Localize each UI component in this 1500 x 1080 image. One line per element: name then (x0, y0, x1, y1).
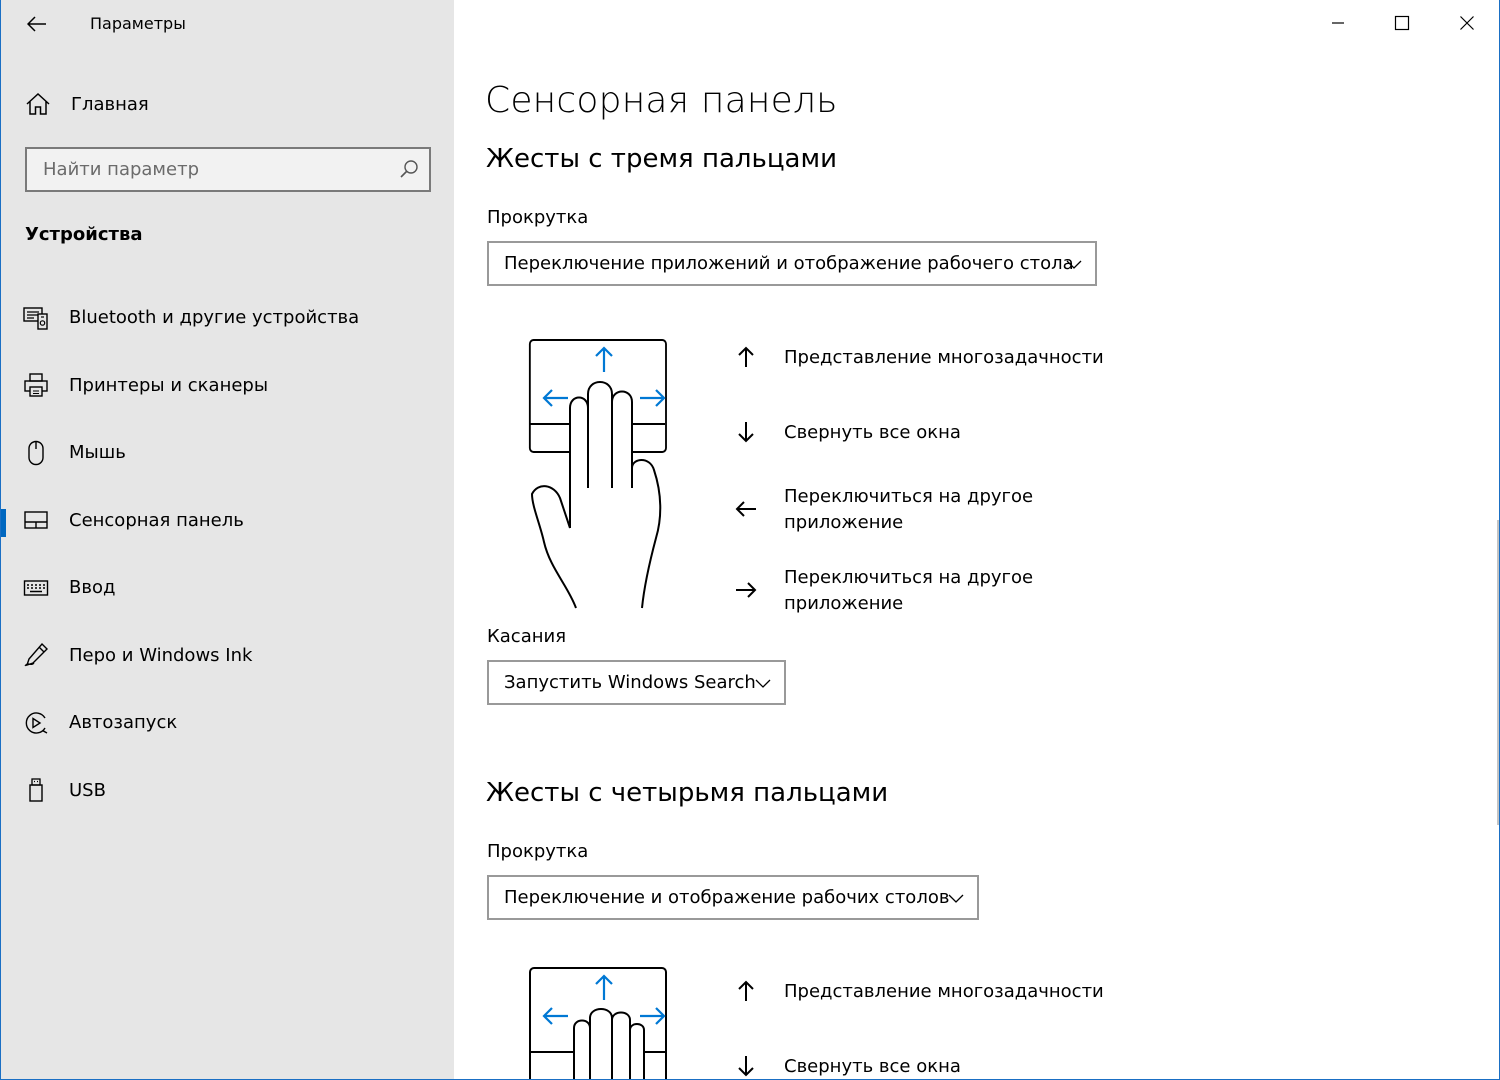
dropdown-value: Переключение и отображение рабочих столов (504, 887, 950, 908)
back-button[interactable] (21, 10, 53, 38)
sidebar-item-printers[interactable] (1, 352, 454, 420)
sidebar-item-label: Сенсорная панель (69, 509, 244, 531)
autoplay-icon (23, 710, 49, 736)
keyboard-icon (23, 575, 49, 601)
sidebar-item-touchpad[interactable] (1, 487, 454, 555)
arrow-right-icon (734, 578, 758, 602)
sidebar-item-label: USB (69, 779, 106, 801)
mouse-icon (23, 440, 49, 466)
touchpad-icon (23, 507, 49, 533)
arrow-down-icon (734, 1054, 758, 1078)
three-finger-heading: Жесты с тремя пальцами (486, 144, 837, 174)
app-title: Параметры (90, 14, 186, 33)
bluetooth-devices-icon (23, 305, 49, 331)
pen-icon (23, 642, 49, 668)
printer-icon (23, 372, 49, 398)
four-finger-scroll-label: Прокрутка (487, 841, 589, 862)
four-finger-scroll-dropdown[interactable] (487, 875, 979, 920)
search-placeholder: Найти параметр (43, 159, 199, 180)
sidebar-item-usb[interactable] (1, 757, 454, 825)
sidebar-item-label: Автозапуск (69, 712, 178, 734)
sidebar-item-home[interactable] (25, 88, 149, 120)
sidebar-nav (1, 284, 454, 824)
arrow-left-icon (734, 497, 758, 521)
arrow-up-icon (734, 345, 758, 369)
sidebar-item-label: Ввод (69, 577, 116, 599)
gesture-description: Представление многозадачности (784, 347, 1104, 368)
sidebar-item-autoplay[interactable] (1, 689, 454, 757)
sidebar-item-label: Главная (71, 93, 149, 115)
arrow-down-icon (734, 420, 758, 444)
main-content (454, 0, 1500, 1080)
sidebar-item-pen[interactable] (1, 622, 454, 690)
gesture-description: Свернуть все окна (784, 1056, 961, 1077)
dropdown-value: Переключение приложений и отображение рабочего стола (504, 253, 1074, 274)
three-finger-tap-label: Касания (487, 626, 567, 647)
home-icon (25, 92, 51, 116)
arrow-up-icon (734, 979, 758, 1003)
search-input[interactable] (25, 147, 431, 192)
page-title: Сенсорная панель (485, 80, 838, 121)
sidebar-item-label: Принтеры и сканеры (69, 374, 269, 396)
chevron-down-icon (1065, 255, 1083, 273)
sidebar-item-mouse[interactable] (1, 419, 454, 487)
four-finger-heading: Жесты с четырьмя пальцами (486, 778, 889, 808)
sidebar-item-label: Перо и Windows Ink (69, 644, 253, 666)
dropdown-value: Запустить Windows Search (504, 672, 756, 693)
usb-icon (23, 777, 49, 803)
three-finger-scroll-label: Прокрутка (487, 207, 589, 228)
sidebar-item-label: Bluetooth и другие устройства (69, 307, 360, 329)
gesture-description: Переключиться на другое приложение (784, 486, 1034, 533)
three-finger-scroll-dropdown[interactable] (487, 241, 1097, 286)
search-icon (399, 159, 419, 179)
four-finger-gesture-illustration (528, 966, 668, 1080)
gesture-description: Переключиться на другое приложение (784, 567, 1034, 614)
sidebar-item-bluetooth[interactable] (1, 284, 454, 352)
sidebar-item-label: Мышь (69, 442, 126, 464)
sidebar-section-title: Устройства (25, 224, 143, 245)
gesture-description: Представление многозадачности (784, 981, 1104, 1002)
gesture-description: Свернуть все окна (784, 422, 961, 443)
sidebar-item-typing[interactable] (1, 554, 454, 622)
three-finger-tap-dropdown[interactable] (487, 660, 786, 705)
chevron-down-icon (947, 889, 965, 907)
chevron-down-icon (754, 674, 772, 692)
back-arrow-icon (27, 16, 47, 32)
sidebar (1, 0, 454, 1080)
three-finger-gesture-illustration (528, 338, 668, 610)
